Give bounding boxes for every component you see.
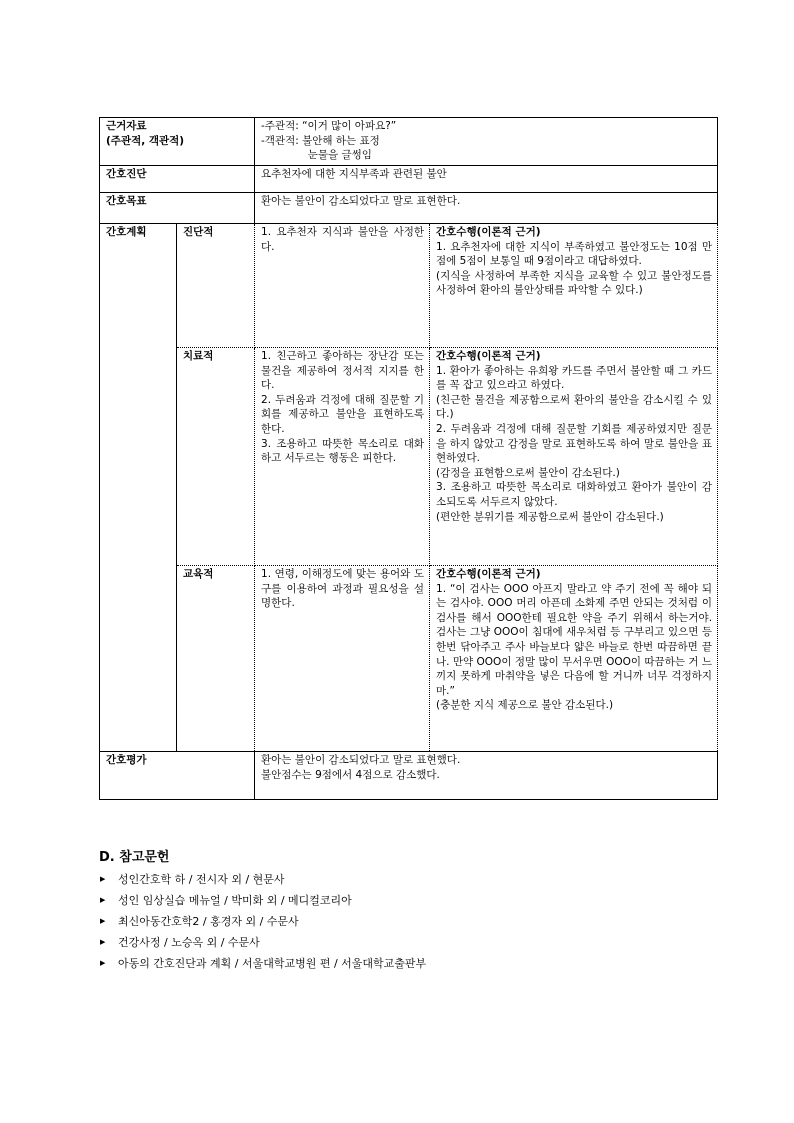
goal-text: 환아는 불안이 감소되었다고 말로 표현한다.: [255, 193, 718, 224]
plan-row-therapeutic: [100, 348, 718, 566]
reference-text: 아동의 간호진단과 계획 / 서울대학교병원 편 / 서울대학교출판부: [118, 957, 427, 970]
triangle-bullet-icon: ▶: [100, 938, 106, 946]
plan-text: 1. 연령, 이해정도에 맞는 용어와 도구를 이용하여 과정과 필요성을 설명한다.: [255, 566, 430, 752]
implementation-cell: [430, 224, 718, 348]
plan-text: 1. 친근하고 좋아하는 장난감 또는 물건을 제공하여 정서적 지지를 한다. 2. 두려움과 걱정에 대해 질문할 기회를 제공하고 불안을 표현하도록 한다. 3. 조용하고 따뜻한 목소리로 대화하고 서두르는 행동은 피한다.: [255, 348, 430, 566]
triangle-bullet-icon: ▶: [100, 917, 106, 925]
triangle-bullet-icon: ▶: [100, 875, 106, 883]
plan-type-label: 교육적: [177, 566, 255, 752]
diagnosis-label: 간호진단: [100, 166, 255, 193]
basis-line: -객관적: 불안해 하는 표정: [261, 134, 380, 147]
reference-item: [99, 953, 699, 974]
implementation-title: 간호수행(이론적 근거): [436, 568, 541, 580]
basis-label-line1: 근거자료: [106, 120, 147, 132]
plan-row-educational: [100, 566, 718, 752]
basis-row: [100, 118, 718, 166]
reference-item: [99, 890, 699, 911]
reference-text: 성인간호학 하 / 전시자 외 / 현문사: [118, 873, 285, 886]
diagnosis-text: 요추천자에 대한 지식부족과 관련된 불안: [255, 166, 718, 193]
reference-text: 성인 임상실습 메뉴얼 / 박미화 외 / 메디컬코리아: [118, 894, 352, 907]
evaluation-label: 간호평가: [100, 752, 255, 800]
goal-row: [100, 193, 718, 224]
plan-text: 1. 요추천자 지식과 불안을 사정한다.: [255, 224, 430, 348]
implementation-cell: [430, 348, 718, 566]
basis-label: [100, 118, 255, 166]
diagnosis-row: [100, 166, 718, 193]
triangle-bullet-icon: ▶: [100, 896, 106, 904]
reference-text: 건강사정 / 노승옥 외 / 수문사: [118, 936, 260, 949]
basis-label-line2: (주관적, 객관적): [106, 134, 185, 147]
implementation-title: 간호수행(이론적 근거): [436, 226, 541, 238]
plan-type-label: 진단적: [177, 224, 255, 348]
implementation-text: 1. “이 검사는 OOO 아프지 말라고 약 주기 전에 꼭 해야 되는 검사야. OOO 머리 아픈데 소화제 주면 안되는 것처럼 이 검사를 해서 OOO한테 필요한 약을 주기 위해서 하는거야. 검사는 그냥 OOO이 침대에 새우처럼 등 구부리고 있으면 등 한번 닦아주고 주사 바늘보다 얇은 바늘로 한번 따끔하면 끝나. 만약 OOO이 정말 많이 무서우면 OOO이 따끔하는 거 느끼지 못하게 마취약을 넣은 다음에 할 거니까 너무 걱정하지마.” (충분한 지식 제공으로 불안 감소된다.): [436, 582, 713, 712]
implementation-cell: [430, 566, 718, 752]
implementation-text: 1. 환아가 좋아하는 유희왕 카드를 주면서 불안할 때 그 카드를 꼭 잡고 있으라고 하였다. (친근한 물건을 제공함으로써 환아의 불안을 감소시킬 수 있다.) 2. 두려움과 걱정에 대해 질문할 기회를 제공하였지만 질문을 하지 않았고 감정을 말로 표현하도록 하여 말로 불안을 표현하였다. (감정을 표현함으로써 불안이 감소된다.) 3. 조용하고 따뜻한 목소리로 대화하였고 환아가 불안이 감소되도록 서두르지 않았다. (편안한 분위기를 제공함으로써 불안이 감소된다.): [436, 364, 713, 523]
basis-content: [255, 118, 718, 166]
reference-item: [99, 869, 699, 890]
evaluation-line: 불안점수는 9점에서 4점으로 감소했다.: [261, 768, 440, 781]
reference-text: 최신아동간호학2 / 홍경자 외 / 수문사: [118, 915, 299, 928]
implementation-text: 1. 요추천자에 대한 지식이 부족하였고 불안정도는 10점 만점에 5점이 보통일 때 9점이라고 대답하였다. (지식을 사정하여 부족한 지식을 교육할 수 있고 불안정도를 사정하여 환아의 불안상태를 파악할 수 있다.): [436, 240, 713, 297]
evaluation-content: [255, 752, 718, 800]
reference-item: [99, 932, 699, 953]
evaluation-row: [100, 752, 718, 800]
references-heading: D. 참고문헌: [99, 850, 170, 865]
plan-type-label: 치료적: [177, 348, 255, 566]
basis-line: 눈물을 글썽임: [261, 149, 372, 162]
triangle-bullet-icon: ▶: [100, 959, 106, 967]
references-section: [99, 846, 699, 974]
reference-item: [99, 911, 699, 932]
goal-label: 간호목표: [100, 193, 255, 224]
plan-label: 간호계획: [100, 224, 177, 752]
basis-line: -주관적: “이거 많이 아파요?”: [261, 120, 397, 132]
references-list: [99, 869, 699, 974]
plan-row-diagnostic: [100, 224, 718, 348]
nursing-process-table: [99, 117, 718, 800]
implementation-title: 간호수행(이론적 근거): [436, 350, 541, 362]
evaluation-line: 환아는 불안이 감소되었다고 말로 표현했다.: [261, 754, 461, 766]
